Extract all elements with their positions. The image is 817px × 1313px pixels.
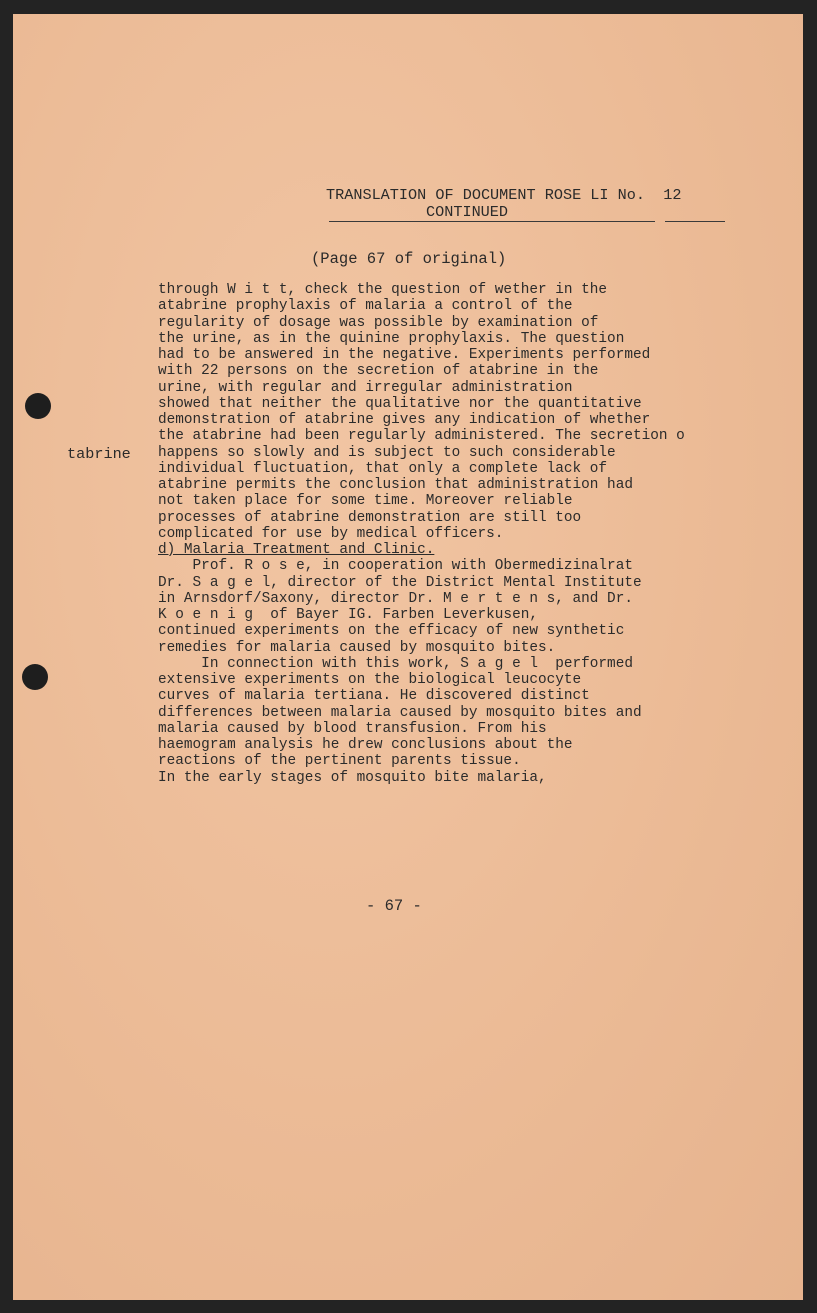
text-line: with 22 persons on the secretion of atabrine in the: [158, 363, 599, 380]
header-underline: [329, 221, 655, 222]
text-line: processes of atabrine demonstration are still too: [158, 509, 582, 526]
text-line: atabrine prophylaxis of malaria a control of the: [158, 298, 573, 315]
page-number: - 67 -: [366, 897, 422, 915]
body-text: [158, 282, 685, 786]
text-line: reactions of the pertinent parents tissue.: [158, 753, 521, 770]
document-subtitle: CONTINUED: [426, 203, 509, 221]
text-line: complicated for use by medical officers.: [158, 525, 504, 542]
text-line: urine, with regular and irregular administration: [158, 379, 573, 396]
header-underline: [665, 221, 725, 222]
text-line: individual fluctuation, that only a complete lack of: [158, 460, 608, 477]
text-line: differences between malaria caused by mosquito bites and: [158, 704, 642, 721]
text-line: the atabrine had been regularly administered. The secretion o: [158, 428, 685, 445]
text-line: the urine, as in the quinine prophylaxis. The question: [158, 330, 625, 347]
text-line: Dr. S a g e l, director of the District Mental Institute: [158, 574, 642, 591]
text-line: extensive experiments on the biological leucocyte: [158, 672, 582, 688]
document-title: TRANSLATION OF DOCUMENT ROSE LI No. 12: [326, 186, 682, 204]
text-line: atabrine permits the conclusion that administration had: [158, 477, 633, 493]
text-line: haemogram analysis he drew conclusions about the: [158, 737, 573, 753]
text-line: curves of malaria tertiana. He discovered distinct: [158, 688, 590, 705]
text-line: in Arnsdorf/Saxony, director Dr. M e r t e n s, and Dr.: [158, 590, 633, 607]
text-line: showed that neither the qualitative nor the quantitative: [158, 395, 642, 412]
text-line: not taken place for some time. Moreover reliable: [158, 493, 573, 510]
text-line: Prof. R o s e, in cooperation with Obermedizinalrat: [158, 558, 633, 575]
text-line: continued experiments on the efficacy of new synthetic: [158, 623, 625, 640]
text-line: demonstration of atabrine gives any indication of whether: [158, 412, 651, 428]
section-heading: d) Malaria Treatment and Clinic.: [158, 542, 435, 558]
text-line: K o e n i g of Bayer IG. Farben Leverkusen,: [158, 607, 538, 623]
margin-note: tabrine: [67, 445, 131, 463]
text-line: happens so slowly and is subject to such considerable: [158, 444, 616, 461]
punch-hole: [22, 664, 48, 690]
page-reference: (Page 67 of original): [311, 250, 507, 268]
text-line: malaria caused by blood transfusion. From his: [158, 720, 547, 737]
text-line: had to be answered in the negative. Experiments performed: [158, 347, 651, 363]
text-line: In connection with this work, S a g e l performed: [158, 655, 633, 672]
text-line: regularity of dosage was possible by examination of: [158, 314, 599, 331]
punch-hole: [25, 393, 51, 419]
text-line: through W i t t, check the question of wether in the: [158, 282, 608, 298]
text-line: In the early stages of mosquito bite malaria,: [158, 769, 547, 786]
text-line: remedies for malaria caused by mosquito bites.: [158, 639, 556, 656]
